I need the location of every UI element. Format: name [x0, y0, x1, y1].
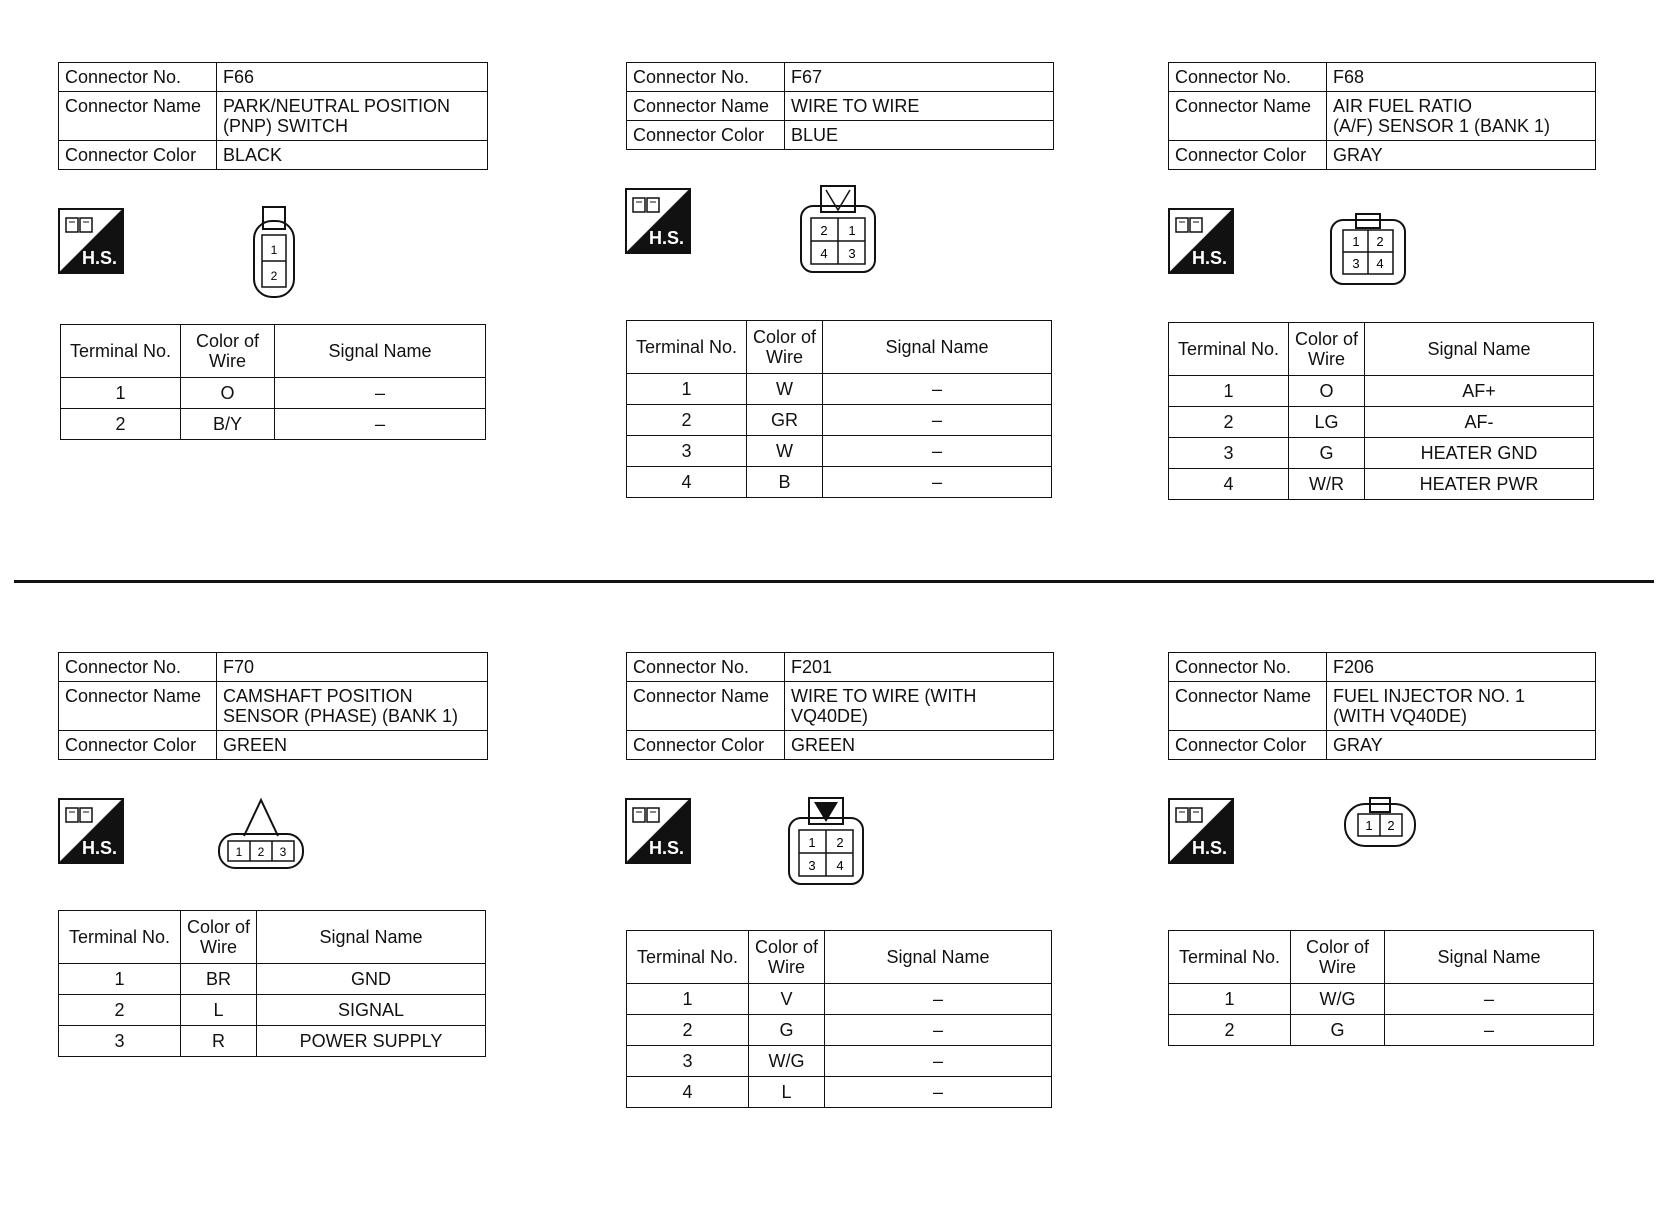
wire-color-header: Color of Wire	[1289, 323, 1365, 376]
signal-name: –	[825, 1077, 1052, 1108]
svg-text:1: 1	[808, 835, 816, 850]
connector-f201-face	[786, 796, 866, 893]
connector-color-label: Connector Color	[627, 731, 785, 760]
connector-no-value: F66	[217, 63, 488, 92]
terminal-no-header: Terminal No.	[61, 325, 181, 378]
harness-side-icon	[58, 208, 124, 274]
terminal-table-f201	[626, 930, 1052, 1108]
terminal-no: 4	[627, 1077, 749, 1108]
harness-side-icon	[58, 798, 124, 864]
section-divider	[14, 580, 1654, 583]
terminal-no-header: Terminal No.	[1169, 323, 1289, 376]
connector-color-value: BLACK	[217, 141, 488, 170]
connector-f206-face	[1342, 796, 1418, 857]
wire-color-header: Color of Wire	[1291, 931, 1385, 984]
terminal-table-f70	[58, 910, 486, 1057]
table-row	[627, 984, 1052, 1015]
table-row	[1169, 1015, 1594, 1046]
hs-label: H.S.	[1191, 838, 1227, 858]
connector-f67-face	[798, 184, 878, 281]
wire-color: G	[1289, 438, 1365, 469]
signal-name: GND	[257, 964, 486, 995]
svg-text:1: 1	[235, 845, 243, 859]
svg-text:2: 2	[1387, 818, 1395, 833]
wire-color: W/G	[1291, 984, 1385, 1015]
connector-no-label: Connector No.	[627, 653, 785, 682]
signal-name: SIGNAL	[257, 995, 486, 1026]
connector-name-label: Connector Name	[59, 92, 217, 141]
signal-name: –	[1385, 984, 1594, 1015]
connector-no-label: Connector No.	[59, 653, 217, 682]
table-row	[1169, 407, 1594, 438]
connector-name-value: FUEL INJECTOR NO. 1 (WITH VQ40DE)	[1327, 682, 1596, 731]
svg-text:1: 1	[848, 223, 856, 238]
wire-color-header: Color of Wire	[749, 931, 825, 984]
connector-no-label: Connector No.	[1169, 653, 1327, 682]
wire-color-header: Color of Wire	[181, 911, 257, 964]
svg-text:4: 4	[1376, 256, 1384, 271]
signal-name: –	[1385, 1015, 1594, 1046]
table-row	[1169, 469, 1594, 500]
terminal-no: 3	[1169, 438, 1289, 469]
wire-color: W	[747, 436, 823, 467]
signal-name: –	[823, 436, 1052, 467]
connector-color-label: Connector Color	[1169, 141, 1327, 170]
connector-name-value: WIRE TO WIRE	[785, 92, 1054, 121]
connector-name-label: Connector Name	[627, 682, 785, 731]
terminal-table-f67	[626, 320, 1052, 498]
hs-label: H.S.	[648, 228, 684, 248]
signal-name: –	[825, 984, 1052, 1015]
signal-name: –	[823, 374, 1052, 405]
hs-label: H.S.	[81, 838, 117, 858]
svg-text:2: 2	[1376, 234, 1384, 249]
connector-name-value: PARK/NEUTRAL POSITION (PNP) SWITCH	[217, 92, 488, 141]
terminal-no: 1	[59, 964, 181, 995]
signal-name-header: Signal Name	[825, 931, 1052, 984]
terminal-no: 1	[1169, 376, 1289, 407]
table-row	[59, 1026, 486, 1057]
wire-color: G	[749, 1015, 825, 1046]
terminal-no: 1	[61, 378, 181, 409]
connector-no-value: F201	[785, 653, 1054, 682]
table-row	[627, 1046, 1052, 1077]
svg-text:3: 3	[279, 845, 287, 859]
terminal-no: 4	[1169, 469, 1289, 500]
connector-name-label: Connector Name	[1169, 92, 1327, 141]
signal-name: –	[825, 1046, 1052, 1077]
terminal-no: 2	[1169, 407, 1289, 438]
signal-name-header: Signal Name	[823, 321, 1052, 374]
terminal-table-f66	[60, 324, 486, 440]
wire-color: L	[181, 995, 257, 1026]
table-row	[59, 995, 486, 1026]
connector-no-label: Connector No.	[627, 63, 785, 92]
terminal-no: 3	[627, 436, 747, 467]
wire-color: GR	[747, 405, 823, 436]
table-row	[1169, 438, 1594, 469]
connector-color-label: Connector Color	[1169, 731, 1327, 760]
table-row	[59, 964, 486, 995]
hs-label: H.S.	[1191, 248, 1227, 268]
terminal-no: 2	[1169, 1015, 1291, 1046]
signal-name: POWER SUPPLY	[257, 1026, 486, 1057]
table-row	[627, 1077, 1052, 1108]
terminal-no: 4	[627, 467, 747, 498]
svg-text:4: 4	[820, 246, 828, 261]
harness-side-icon	[625, 188, 691, 254]
terminal-no: 2	[59, 995, 181, 1026]
connector-color-value: GREEN	[217, 731, 488, 760]
wire-color: V	[749, 984, 825, 1015]
connector-name-value: CAMSHAFT POSITION SENSOR (PHASE) (BANK 1)	[217, 682, 488, 731]
table-row	[627, 374, 1052, 405]
signal-name-header: Signal Name	[275, 325, 486, 378]
connector-color-value: BLUE	[785, 121, 1054, 150]
terminal-no: 2	[627, 405, 747, 436]
signal-name: AF-	[1365, 407, 1594, 438]
harness-side-icon	[1168, 208, 1234, 274]
wire-color: W/R	[1289, 469, 1365, 500]
signal-name: HEATER GND	[1365, 438, 1594, 469]
table-row	[627, 436, 1052, 467]
connector-f68-info	[1168, 62, 1596, 170]
connector-f68-face	[1328, 212, 1408, 293]
signal-name: –	[825, 1015, 1052, 1046]
signal-name: –	[275, 378, 486, 409]
connector-f66-face	[250, 205, 300, 306]
signal-name-header: Signal Name	[257, 911, 486, 964]
connector-color-label: Connector Color	[627, 121, 785, 150]
table-row	[1169, 984, 1594, 1015]
connector-name-value: AIR FUEL RATIO (A/F) SENSOR 1 (BANK 1)	[1327, 92, 1596, 141]
wire-color: LG	[1289, 407, 1365, 438]
svg-text:1: 1	[1365, 818, 1373, 833]
terminal-no-header: Terminal No.	[59, 911, 181, 964]
terminal-no-header: Terminal No.	[1169, 931, 1291, 984]
wire-color: B	[747, 467, 823, 498]
connector-color-value: GRAY	[1327, 141, 1596, 170]
connector-color-value: GREEN	[785, 731, 1054, 760]
svg-text:3: 3	[848, 246, 856, 261]
svg-text:1: 1	[1352, 234, 1360, 249]
wire-color: W/G	[749, 1046, 825, 1077]
svg-text:3: 3	[1352, 256, 1360, 271]
svg-text:4: 4	[836, 858, 844, 873]
terminal-no: 1	[627, 374, 747, 405]
table-row	[627, 467, 1052, 498]
terminal-no: 3	[627, 1046, 749, 1077]
signal-name: –	[275, 409, 486, 440]
hs-label: H.S.	[648, 838, 684, 858]
wire-color: L	[749, 1077, 825, 1108]
wire-color: W	[747, 374, 823, 405]
signal-name-header: Signal Name	[1365, 323, 1594, 376]
connector-no-label: Connector No.	[59, 63, 217, 92]
table-row	[627, 405, 1052, 436]
svg-text:2: 2	[270, 269, 278, 283]
table-row	[61, 409, 486, 440]
connector-no-label: Connector No.	[1169, 63, 1327, 92]
table-row	[627, 1015, 1052, 1046]
terminal-no-header: Terminal No.	[627, 931, 749, 984]
connector-f70-face	[216, 796, 306, 877]
wire-color-header: Color of Wire	[181, 325, 275, 378]
connector-color-label: Connector Color	[59, 731, 217, 760]
terminal-table-f68	[1168, 322, 1594, 500]
connector-name-value: WIRE TO WIRE (WITH VQ40DE)	[785, 682, 1054, 731]
wire-color: R	[181, 1026, 257, 1057]
wire-color: G	[1291, 1015, 1385, 1046]
svg-text:3: 3	[808, 858, 816, 873]
terminal-no: 2	[627, 1015, 749, 1046]
connector-color-label: Connector Color	[59, 141, 217, 170]
wire-color: BR	[181, 964, 257, 995]
terminal-no: 2	[61, 409, 181, 440]
connector-color-value: GRAY	[1327, 731, 1596, 760]
connector-no-value: F67	[785, 63, 1054, 92]
connector-f67-info	[626, 62, 1054, 150]
signal-name: –	[823, 467, 1052, 498]
signal-name: HEATER PWR	[1365, 469, 1594, 500]
signal-name-header: Signal Name	[1385, 931, 1594, 984]
connector-name-label: Connector Name	[1169, 682, 1327, 731]
wire-color: O	[181, 378, 275, 409]
connector-no-value: F70	[217, 653, 488, 682]
wire-color-header: Color of Wire	[747, 321, 823, 374]
terminal-table-f206	[1168, 930, 1594, 1046]
signal-name: AF+	[1365, 376, 1594, 407]
terminal-no: 1	[1169, 984, 1291, 1015]
wire-color: O	[1289, 376, 1365, 407]
connector-f70-info	[58, 652, 488, 760]
connector-name-label: Connector Name	[627, 92, 785, 121]
table-row	[61, 378, 486, 409]
wire-color: B/Y	[181, 409, 275, 440]
connector-no-value: F206	[1327, 653, 1596, 682]
connector-no-value: F68	[1327, 63, 1596, 92]
svg-text:2: 2	[257, 845, 265, 859]
svg-text:2: 2	[836, 835, 844, 850]
connector-f201-info	[626, 652, 1054, 760]
terminal-no-header: Terminal No.	[627, 321, 747, 374]
harness-side-icon	[625, 798, 691, 864]
connector-name-label: Connector Name	[59, 682, 217, 731]
connector-f66-info	[58, 62, 488, 170]
terminal-no: 3	[59, 1026, 181, 1057]
terminal-no: 1	[627, 984, 749, 1015]
hs-label: H.S.	[81, 248, 117, 268]
table-row	[1169, 376, 1594, 407]
svg-text:2: 2	[820, 223, 828, 238]
svg-text:1: 1	[270, 243, 278, 257]
connector-f206-info	[1168, 652, 1596, 760]
harness-side-icon	[1168, 798, 1234, 864]
signal-name: –	[823, 405, 1052, 436]
